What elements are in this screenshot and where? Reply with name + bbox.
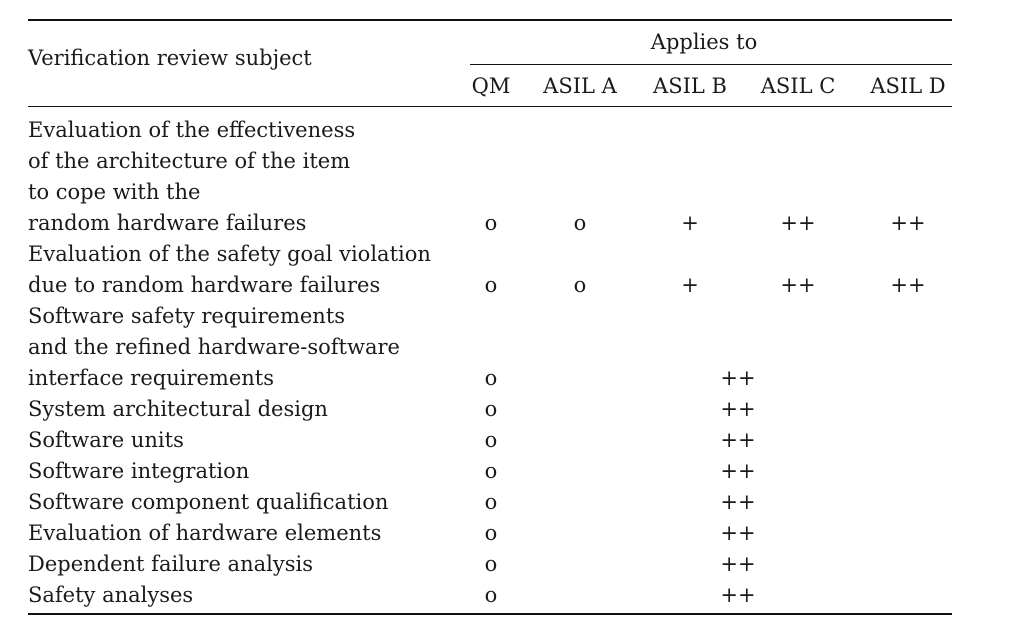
cell-mark-qm: o (484, 366, 498, 390)
cell-mark-asil-merged: ++ (720, 459, 756, 483)
column-header-level: ASIL D (870, 74, 946, 98)
cell-mark: o (484, 273, 498, 297)
header-rule (28, 106, 952, 107)
cell-mark-asil-merged: ++ (720, 366, 756, 390)
cell-mark: ++ (890, 273, 926, 297)
cell-mark-qm: o (484, 490, 498, 514)
cell-mark: o (484, 211, 498, 235)
column-header-subject: Verification review subject (28, 46, 312, 70)
row-subject-line: to cope with the (28, 180, 201, 204)
cell-mark: + (681, 273, 699, 297)
cell-mark-qm: o (484, 552, 498, 576)
row-subject-line: Safety analyses (28, 583, 194, 607)
row-subject-line: random hardware failures (28, 211, 307, 235)
applies-to-rule (470, 64, 952, 65)
row-subject-line: Software units (28, 428, 184, 452)
row-subject-line: System architectural design (28, 397, 328, 421)
row-subject-line: Software integration (28, 459, 250, 483)
column-header-level: ASIL A (543, 74, 617, 98)
row-subject-line: of the architecture of the item (28, 149, 351, 173)
row-subject-line: Evaluation of the safety goal violation (28, 242, 431, 266)
cell-mark-qm: o (484, 521, 498, 545)
cell-mark-qm: o (484, 583, 498, 607)
row-subject-line: and the refined hardware-software (28, 335, 400, 359)
column-header-level: QM (471, 74, 511, 98)
cell-mark: + (681, 211, 699, 235)
row-subject-line: Software component qualification (28, 490, 389, 514)
cell-mark: ++ (780, 273, 816, 297)
cell-mark: ++ (890, 211, 926, 235)
bottom-rule (28, 613, 952, 615)
cell-mark: ++ (780, 211, 816, 235)
column-header-level: ASIL C (760, 74, 836, 98)
row-subject-line: Dependent failure analysis (28, 552, 313, 576)
cell-mark: o (573, 273, 587, 297)
column-header-applies-to: Applies to (650, 30, 758, 54)
cell-mark-qm: o (484, 428, 498, 452)
cell-mark-asil-merged: ++ (720, 490, 756, 514)
column-header-level: ASIL B (653, 74, 727, 98)
top-rule (28, 19, 952, 21)
row-subject-line: Evaluation of hardware elements (28, 521, 382, 545)
row-subject-line: Evaluation of the effectiveness (28, 118, 356, 142)
cell-mark: o (573, 211, 587, 235)
row-subject-line: due to random hardware failures (28, 273, 381, 297)
cell-mark-asil-merged: ++ (720, 583, 756, 607)
cell-mark-qm: o (484, 397, 498, 421)
cell-mark-qm: o (484, 459, 498, 483)
cell-mark-asil-merged: ++ (720, 552, 756, 576)
cell-mark-asil-merged: ++ (720, 521, 756, 545)
cell-mark-asil-merged: ++ (720, 397, 756, 421)
cell-mark-asil-merged: ++ (720, 428, 756, 452)
row-subject-line: interface requirements (28, 366, 275, 390)
row-subject-line: Software safety requirements (28, 304, 346, 328)
